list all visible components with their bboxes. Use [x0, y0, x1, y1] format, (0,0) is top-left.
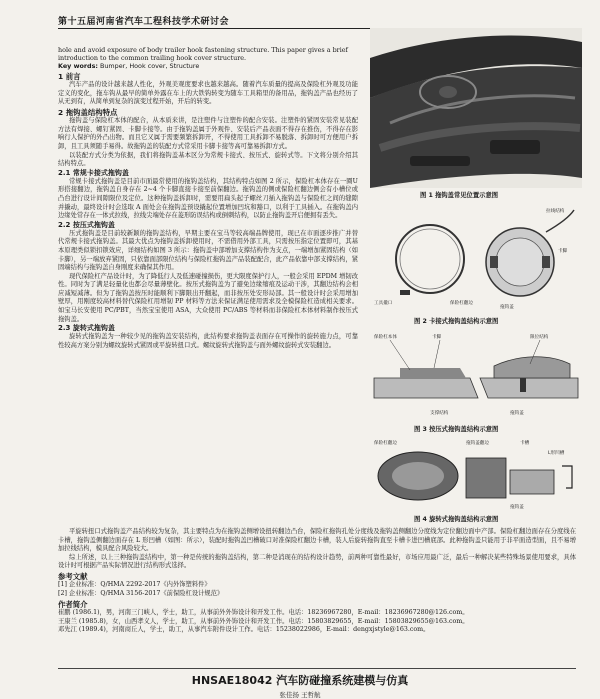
keywords-label: Key words:: [58, 62, 98, 71]
fig2-label-clip: 卡脚: [558, 249, 568, 254]
section-2-body-1: 拖钩盖与保险杠本体的配合，从本质来讲，是注塑件与注塑件的配合安装。注塑件的紧固安装常见装配方法有焊接、螺钉紧固、卡脚卡接等。由于拖钩盖属于外观件、安装后产品表面不得存在推伤，不得存在影响行人保护的外凸出物。而且它又属于需要频繁拆卸开，不得使用工具拆卸不易脱落、拆卸时可方便用户拆卸，且工具须随手易得。故拖钩盖的装配方式常采用卡脚卡接等高可靠易拆卸方式。: [58, 117, 358, 150]
figure-4: [370, 436, 582, 512]
bumper-photo: [370, 28, 582, 188]
figure-2: [370, 204, 582, 314]
left-column: [58, 46, 358, 350]
fig4-label-l-groove: L形凹槽: [548, 451, 565, 456]
keywords: [58, 62, 358, 70]
fig3-label-support: 支撑结构: [430, 411, 449, 416]
figure-3: [370, 328, 582, 422]
references-title: 参考文献: [58, 571, 88, 581]
running-header: 第十五届河南省汽车工程科技学术研讨会: [58, 14, 580, 29]
figure-1-caption: 图 1 拖钩盖常见位置示意图: [420, 192, 499, 199]
section-2-2-body-2: 现代保险杠产品设计时，为了降低行人及低速碰撞损伤，更大限度保护行人，一般会采用 EPDM 增韧改性。同时为了满足轻量化也都会尽量薄壁化。按压式拖钩盖为了避免边缘缩痕及运动干涉，其翻边结构会相应减短减薄。但为了拖钩盖按压时能顺利下脚限出开翻起，而非按压处安形局部。其一般设计时会采用增加壁厚，用刚度较高材料替代保险杠用增韧 PP 材料等方法来保证满足使用需求及全模保险杠造成相关要求。如宝马长安使用 PC/PBT，当然宝宝使用 ASA，大众使用 PC/ABS 等材料而非保险杠本体材料制作按压式拖钩盖。: [58, 272, 358, 323]
fig3-label-bumper-body: 保险杠本体: [374, 335, 397, 340]
fig4-label-bumper-flange: 保险杠翻边: [374, 441, 397, 446]
section-2-3-body-1: 旋转式拖钩盖为一种较少见的拖钩盖安装结构，此结构要求拖钩盖表面存在可操作的旋转施力点，可靠性较高方案分别为螺纹旋转式紧固或平旋转扭口式。螺纹旋转式拖钩盖与面外螺纹旋转式安装翻边。: [58, 333, 358, 349]
abstract-line-2: introduction to the common trailing hook cover structure.: [58, 54, 247, 63]
section-2-2-title: 2.2 按压式拖钩盖: [58, 220, 115, 229]
figure-2-caption: 图 2 卡接式拖钩盖结构示意图: [414, 318, 499, 325]
reference-2: [2] 企业标准：Q/HMA 3156-2017《前保险杠设计规范》: [58, 589, 224, 597]
clip-cover-diagram: [370, 204, 582, 314]
section-2-1-body: 常规卡接式拖钩盖是目前市面最常使用的拖钩盖结构，其结构特点如图 2 所示，保险杠本体存在一圈U形搭接翻边，拖钩盖自身存在 2~4 个卡脚直接卡接至前保翻边。拖钩盖的侧或保险杠翻边侧会有小槽位或凸台进行设计间隙限位及定位。这种拖钩盖拆卸时，需要用扁头起子螺丝刀插入拖钩盖与保险杠之间的缝隙并撬动，最终设计时会选取 A 面处会在拖钩盖预设撬起位置增加凹坑和豁口，以利于工具插入。在拖钩盖内边缘处常存在一体式拉线，拉线尖端处存在菱形防误结构或倒刺结构，以防止拖钩盖开启便拥有丢失。: [58, 177, 358, 220]
section-1-body: 汽车产品的设计越来越人性化，外观美观度要求也越来越高。随着汽车质量的提高及保险杠外观及功能定义的变化，拖车钩从最早的简单外露在车上的大铁钩转变为随车工具箱里的备用品，拖钩盖产品也经历了从无到有，从简单到复杂的演变过程开始，开后的转变。: [58, 81, 358, 106]
section-2-3-title: 2.3 旋转式拖钩盖: [58, 324, 115, 333]
fig3-label-hook-cover: 拖钩盖: [510, 411, 524, 416]
fig2-label-hook-cover: 拖钩盖: [500, 305, 514, 310]
section-1-title: 1 前言: [58, 71, 81, 81]
section-2-3-body-2: 平旋转扭口式拖钩盖产品结构较为复杂，其主要特点为在拖钩盖侧增设扭转翻边凸台，保险杠拖钩孔处分度线及拖钩盖侧翻边分度线为定位翻边面中产部。保险杠翻边面存在分度线在卡槽，拖钩盖侧翻边面存在 L 形凹槽（如图：所示），装配时拖钩盖凹槽破口对准保险杠翻边卡槽，装人后旋转拖钩直至卡槽卡进凹槽底部。此种拖钩盖只能用于非平面造型面，且不易增加拉线结构，模具配合风险较大。: [58, 528, 576, 553]
fig3-label-limit: 限位结构: [530, 335, 549, 340]
keywords-text: Bumper, Hook cover, Structure: [100, 62, 200, 71]
section-2-body-2: 以装配方式分类为依据，我们将拖钩盖基本区分为常规卡接式、按压式、旋转式等。下文将分别介绍其结构特点。: [58, 151, 358, 168]
section-2-2-body-1: 压式拖钩盖是目前较新颖的拖钩盖结构，早期主要在宝马等较高端品牌使用，现已在市面逐步推广并替代常规卡接式拖钩盖。其最大优点为拖钩盖拆卸使用时，不需借用外部工具，只需按压指定位置即可，其基本原理类似锁扣锁效应，详细结构如图 3 所示：拖钩盖中部增加支撑结构作为支点，一端增加紧固结构（如卡脚），另一端放弃紧固，只依靠面部限位结构与保险杠拖钩盖产品装配配合，此产品依靠中部支撑结构，紧固端结构与拖钩盖自身刚度来确保其作用。: [58, 229, 358, 272]
fig2-label-pull-wire: 拉线结构: [546, 209, 565, 214]
fig4-label-slot: 卡槽: [520, 441, 530, 446]
bottom-full-text: [58, 528, 576, 635]
press-cover-diagram: [370, 328, 582, 422]
author-2: 王康兰 (1985.8)，女，山西孝义人，学士，助工，从事前外外饰设计和开发工作。电话：15803829655，E-mail：15803829655@163.com。: [58, 617, 469, 625]
rotary-cover-diagram: [370, 436, 582, 512]
author-3: 邓先江 (1989.4)，河南商丘人，学士，助工，从事汽车附件设计工作。电话：15238022986，E-mail：dengxjstyle@163.com。: [58, 626, 430, 634]
section-2-title: 2 拖钩盖结构特点: [58, 107, 118, 117]
section-2-1-title: 2.1 常规卡接式拖钩盖: [58, 168, 129, 177]
author-1: 崔鹏 (1986.1)，男，河南三门峡人，学士，助工，从事前外外饰设计和开发工作。电话：18236967280，E-mail：18236967280@126.com。: [58, 608, 469, 616]
next-article-title: HNSAE18042 汽车防碰撞系统建模与仿真: [191, 674, 409, 687]
summary: 综上所述，以上三种拖钩盖结构中，第一种是传统的拖钩盖结构，第二种是消现在的结构设计趋势，前两种可靠性最好，市场应用最广泛，最后一种解决某些特殊场景使用要求，具体设计时可根据产品实际情况进行结构形式选择。: [58, 553, 576, 570]
figure-1: [370, 28, 582, 188]
fig2-label-tool-slot: 工具撬口: [374, 301, 393, 306]
next-article-authors: 张佳扬 王哲航: [279, 691, 321, 699]
reference-1: [1] 企业标准：Q/HMA 2292-2017《内外饰塑料件》: [58, 581, 211, 589]
figure-4-caption: 图 4 旋转式拖钩盖结构示意图: [414, 516, 499, 523]
figure-3-caption: 图 3 按压式拖钩盖结构示意图: [414, 426, 499, 433]
authors-title: 作者简介: [58, 599, 88, 609]
fig4-label-hook-cover: 拖钩盖: [510, 505, 524, 510]
fig4-label-hook-cover-flange: 拖钩盖翻边: [466, 441, 489, 446]
abstract-line-1: hole and avoid exposure of body trailer hook fastening structure. This paper gives a brief: [58, 46, 348, 54]
fig3-label-clip: 卡脚: [432, 335, 442, 340]
fig2-label-bumper-flange: 保险杠翻边: [450, 301, 473, 306]
divider: [58, 668, 576, 669]
